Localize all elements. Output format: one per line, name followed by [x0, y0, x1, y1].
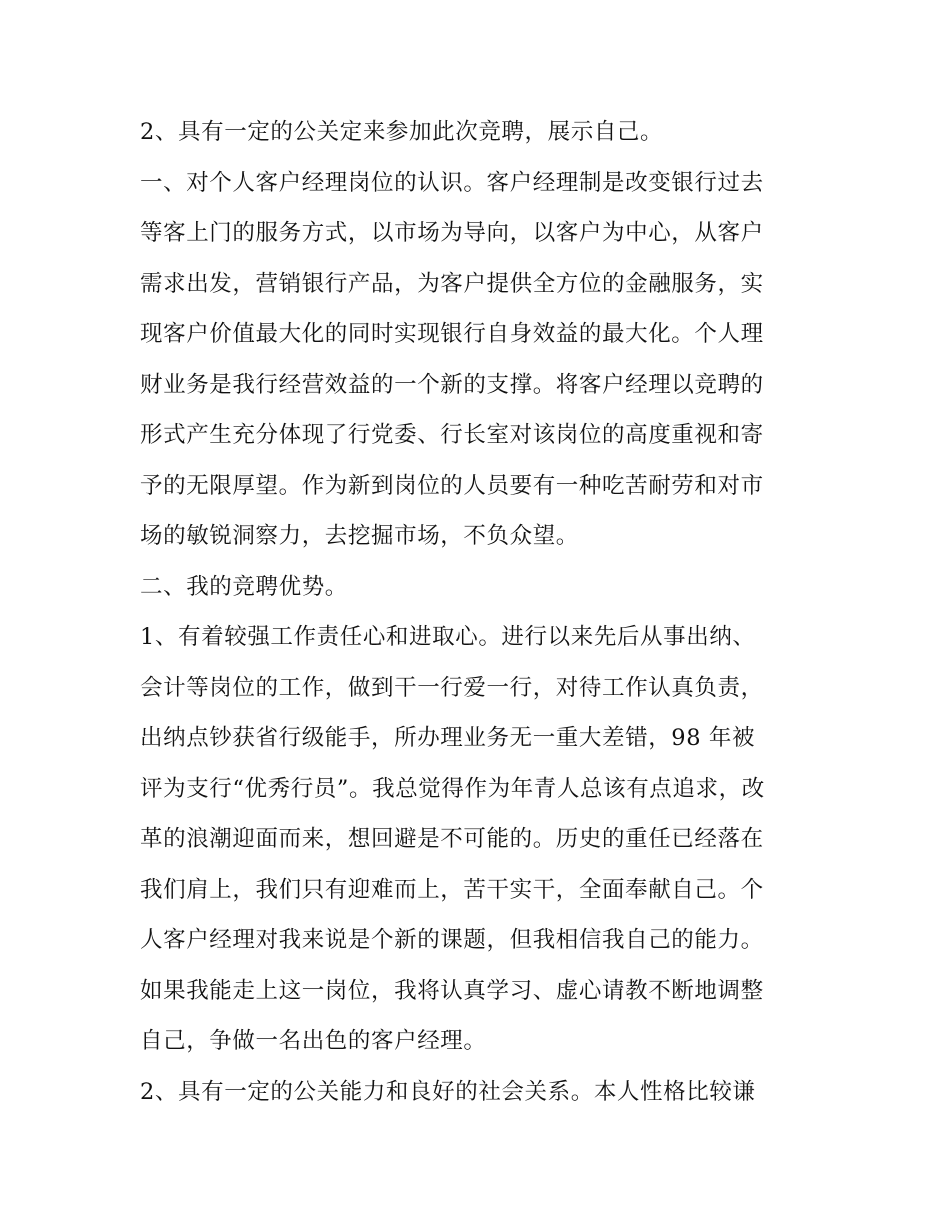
text-line: 革的浪潮迎面而来，想回避是不可能的。历史的重任已经落在 [140, 826, 764, 852]
text-line: 2、具有一定的公关定来参加此次竞聘，展示自己。 [140, 119, 664, 145]
text-line: 财业务是我行经营效益的一个新的支撑。将客户经理以竞聘的 [140, 371, 764, 398]
text-line: 评为支行“优秀行员”。我总觉得作为年青人总该有点追求，改 [140, 775, 765, 802]
document-body [140, 107, 820, 1117]
text-line: 场的敏锐洞察力，去挖掘市场，不负众望。 [140, 523, 579, 549]
text-line: 现客户价值最大化的同时实现银行自身效益的最大化。个人理 [140, 321, 764, 347]
text-line: 1、有着较强工作责任心和进取心。进行以来先后从事出纳、 [140, 624, 756, 650]
text-line: 等客上门的服务方式，以市场为导向，以客户为中心，从客户 [140, 220, 764, 246]
text-line: 如果我能走上这一岗位，我将认真学习、虚心请教不断地调整 [140, 977, 764, 1004]
text-line: 一、对个人客户经理岗位的认识。客户经理制是改变银行过去 [140, 169, 764, 196]
text-line: 会计等岗位的工作，做到干一行爱一行，对待工作认真负责， [140, 674, 764, 701]
text-line: 出纳点钞获省行级能手，所办理业务无一重大差错，98 年被 [140, 725, 756, 751]
text-line: 人客户经理对我来说是个新的课题，但我相信我自己的能力。 [140, 927, 764, 953]
text-line: 2、具有一定的公关能力和良好的社会关系。本人性格比较谦 [140, 1078, 756, 1105]
text-line: 我们肩上，我们只有迎难而上，苦干实干，全面奉献自己。个 [140, 876, 764, 903]
section-heading: 二、我的竞聘优势。 [140, 573, 348, 600]
text-line: 予的无限厚望。作为新到岗位的人员要有一种吃苦耐劳和对市 [140, 472, 764, 499]
text-line: 形式产生充分体现了行党委、行长室对该岗位的高度重视和寄 [140, 422, 764, 448]
text-line: 自己，争做一名出色的客户经理。 [140, 1028, 487, 1054]
text-line: 需求出发，营销银行产品，为客户提供全方位的金融服务，实 [140, 270, 764, 297]
